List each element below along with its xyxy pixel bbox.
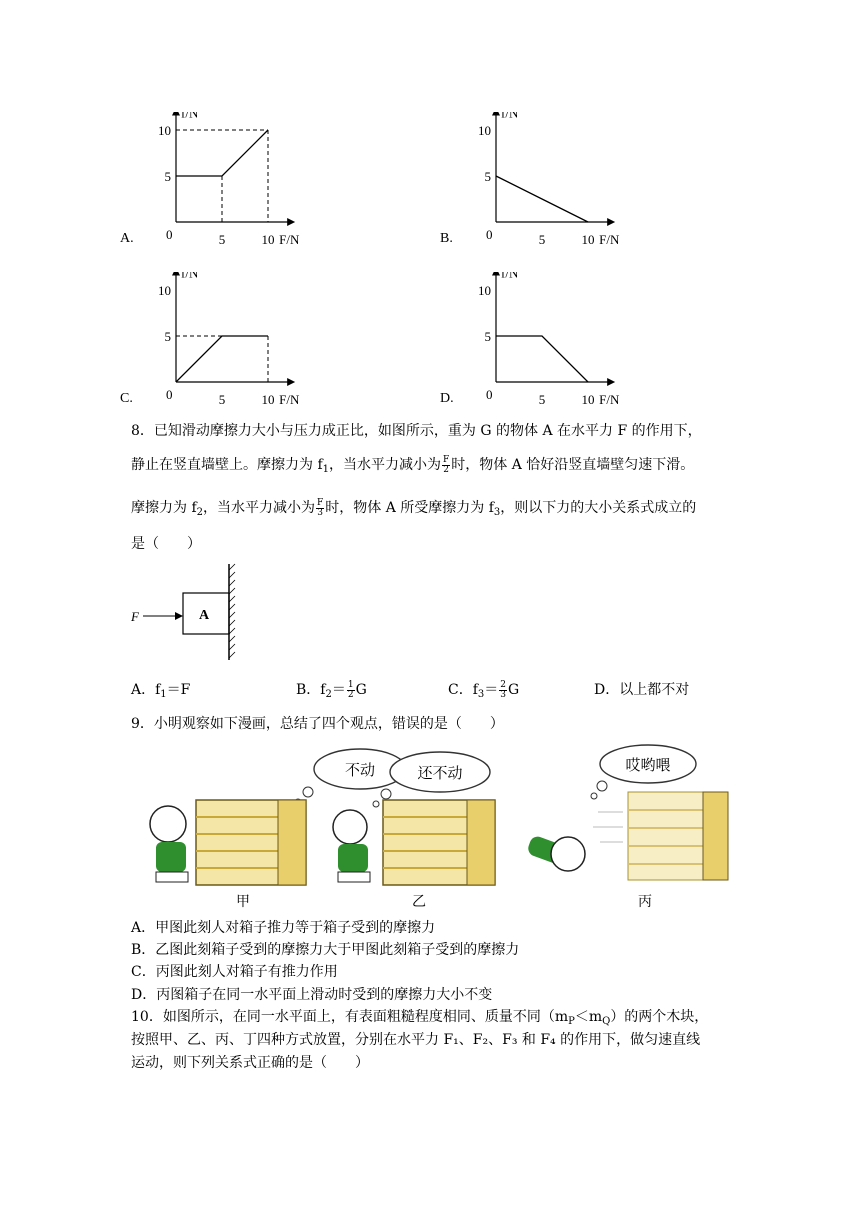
q8-text: 时，物体 A 恰好沿竖直墙壁匀速下滑。: [451, 457, 695, 473]
x-tick-label: 10: [261, 392, 275, 407]
q10-sub: Q: [602, 1016, 611, 1027]
data-line: [176, 336, 268, 382]
option-letter[interactable]: D.: [440, 391, 454, 406]
y-axis-arrow: [492, 112, 500, 115]
bubble-text: 哎哟喂: [625, 758, 671, 774]
option-letter[interactable]: B.: [440, 231, 453, 246]
y-tick-label: 5: [164, 169, 171, 184]
x-tick-label: 10: [261, 232, 275, 247]
panel-caption: 甲: [236, 895, 250, 910]
opt-sub: 2: [325, 689, 332, 700]
x-tick-label: 5: [218, 232, 226, 247]
person-legs: [156, 872, 188, 882]
q8-text: ，当水平力减小为: [329, 457, 442, 473]
x-axis-arrow: [287, 218, 295, 226]
bubble-dot: [373, 801, 379, 807]
y-tick-label: 10: [478, 123, 491, 138]
q9-stem: 9．小明观察如下漫画，总结了四个观点，错误的是（ ）: [131, 716, 504, 732]
opt-text: ＝F: [166, 682, 191, 698]
y-tick-label: 10: [158, 123, 171, 138]
q9-option-a[interactable]: A．甲图此刻人对箱子推力等于箱子受到的摩擦力: [131, 920, 436, 936]
y-axis-arrow: [492, 272, 500, 275]
person-shirt: [338, 844, 368, 872]
q8-line1: 8．已知滑动摩擦力大小与压力成正比，如图所示，重为 G 的物体 A 在水平力 F 的作用下，: [131, 423, 702, 439]
cartoon-panel-jia: [150, 749, 406, 910]
q8-text: 静止在竖直墙壁上。摩擦力为 f: [131, 457, 323, 473]
y-axis-label: f/N: [501, 112, 519, 121]
motion-lines: [593, 812, 623, 842]
graph-b-svg: [440, 112, 640, 252]
person-shirt: [156, 842, 186, 872]
q8-line4: 是（ ）: [131, 536, 201, 552]
q8-fraction-f-over-3: [316, 499, 324, 518]
data-line: [496, 176, 588, 222]
q9-option-c[interactable]: C．丙图此刻人对箱子有推力作用: [131, 964, 338, 980]
q10-text: ＜m: [574, 1009, 603, 1025]
opt-text: G: [355, 682, 367, 698]
q9-cartoon: [128, 742, 733, 912]
graph-d-svg: [440, 272, 640, 412]
q8-wall-diagram: [125, 560, 245, 665]
q10-line1: [131, 1007, 708, 1032]
q8-text: 摩擦力为 f: [131, 500, 197, 516]
x-axis-label: F/N: [279, 392, 300, 407]
y-tick-label: 10: [158, 283, 171, 298]
graph-option-c: [120, 272, 320, 412]
q8-line2: [131, 455, 694, 480]
option-letter[interactable]: C.: [120, 391, 133, 406]
data-line: [496, 336, 588, 382]
opt-text: ＝: [484, 682, 499, 698]
q8-text: 时，物体 A 所受摩擦力为 f: [325, 500, 494, 516]
q10-text: 10．如图所示，在同一水平面上，有表面粗糙程度相同、质量不同（m: [131, 1009, 569, 1025]
y-axis-label: f/N: [181, 272, 199, 281]
origin-label: 0: [166, 387, 173, 402]
person-head: [551, 837, 585, 871]
y-tick-label: 5: [484, 329, 491, 344]
x-axis-label: F/N: [279, 232, 300, 247]
wall-hatching: [229, 564, 235, 658]
opt-text: C．f: [448, 682, 478, 698]
data-line: [176, 130, 268, 176]
frac-num: 1: [347, 679, 354, 690]
panel-caption: 丙: [638, 895, 652, 910]
x-axis-label: F/N: [599, 392, 620, 407]
person-head: [150, 806, 186, 842]
person-head: [333, 810, 367, 844]
crate-side: [703, 792, 728, 880]
y-axis-label: f/N: [501, 272, 519, 281]
cartoon-panel-bing: [526, 745, 728, 910]
y-tick-label: 5: [164, 329, 171, 344]
x-axis-arrow: [607, 378, 615, 386]
q9-option-d[interactable]: D．丙图箱子在同一水平面上滑动时受到的摩擦力大小不变: [131, 987, 493, 1003]
option-letter[interactable]: A.: [120, 231, 134, 246]
q8-option-b[interactable]: [296, 680, 367, 705]
q10-sub: P: [568, 1016, 575, 1027]
graph-option-d: [440, 272, 640, 412]
y-tick-label: 10: [478, 283, 491, 298]
frac-den: 2: [443, 464, 449, 475]
q8-sub: 3: [493, 507, 501, 518]
bubble-dot: [591, 793, 597, 799]
q8-fraction-f-over-2: [442, 456, 450, 475]
x-axis-arrow: [287, 378, 295, 386]
x-tick-label: 5: [538, 232, 546, 247]
force-label: F: [131, 609, 139, 624]
opt-fraction: [499, 681, 507, 700]
q8-option-d[interactable]: D．以上都不对: [594, 682, 690, 698]
panel-caption: 乙: [412, 895, 426, 910]
graph-option-b: [440, 112, 640, 252]
q8-option-a[interactable]: [131, 680, 190, 705]
y-axis-arrow: [172, 112, 180, 115]
x-tick-label: 5: [218, 392, 226, 407]
bubble-dot: [381, 789, 391, 799]
q10-line2: 按照甲、乙、丙、丁四种方式放置，分别在水平力 F₁、F₂、F₃ 和 F₄ 的作用下，做匀速直线: [131, 1032, 701, 1048]
q10-text: ）的两个木块，: [610, 1009, 709, 1025]
force-arrowhead: [175, 612, 183, 620]
bubble-dot: [597, 781, 607, 791]
origin-label: 0: [166, 227, 173, 242]
q8-sub: 2: [196, 507, 204, 518]
y-tick-label: 5: [484, 169, 491, 184]
opt-sub: 1: [160, 689, 167, 700]
opt-fraction: [347, 681, 355, 700]
frac-num: 2: [500, 679, 507, 690]
graph-a-svg: [120, 112, 320, 252]
q8-sub: 1: [322, 464, 330, 475]
origin-label: 0: [486, 227, 493, 242]
frac-den: 2: [347, 689, 354, 700]
x-tick-label: 10: [581, 392, 595, 407]
frac-num: F: [443, 454, 450, 465]
crate-side: [467, 800, 495, 885]
q10-line3: 运动，则下列关系式正确的是（ ）: [131, 1055, 369, 1071]
block-label: A: [199, 608, 210, 623]
x-axis-label: F/N: [599, 232, 620, 247]
x-tick-label: 5: [538, 392, 546, 407]
crate-side: [278, 800, 306, 885]
opt-sub: 3: [477, 689, 485, 700]
x-axis-arrow: [607, 218, 615, 226]
q8-text: ，则以下力的大小关系式成立的: [500, 500, 697, 516]
bubble-text: 还不动: [417, 766, 463, 782]
frac-den: 3: [500, 689, 507, 700]
q8-option-c[interactable]: [448, 680, 519, 705]
origin-label: 0: [486, 387, 493, 402]
opt-text: G: [508, 682, 520, 698]
q8-text: ，当水平力减小为: [203, 500, 316, 516]
opt-text: A．f: [131, 682, 161, 698]
frac-num: F: [317, 497, 324, 508]
frac-den: 3: [317, 507, 323, 518]
person-legs: [338, 872, 370, 882]
bubble-dot: [303, 787, 313, 797]
graph-option-a: [120, 112, 320, 252]
y-axis-arrow: [172, 272, 180, 275]
x-tick-label: 10: [581, 232, 595, 247]
opt-text: ＝: [331, 682, 346, 698]
opt-text: B．f: [296, 682, 326, 698]
q8-line3: [131, 498, 696, 523]
bubble-text: 不动: [344, 763, 376, 779]
y-axis-label: f/N: [181, 112, 199, 121]
q9-option-b[interactable]: B．乙图此刻箱子受到的摩擦力大于甲图此刻箱子受到的摩擦力: [131, 942, 520, 958]
graph-c-svg: [120, 272, 320, 412]
